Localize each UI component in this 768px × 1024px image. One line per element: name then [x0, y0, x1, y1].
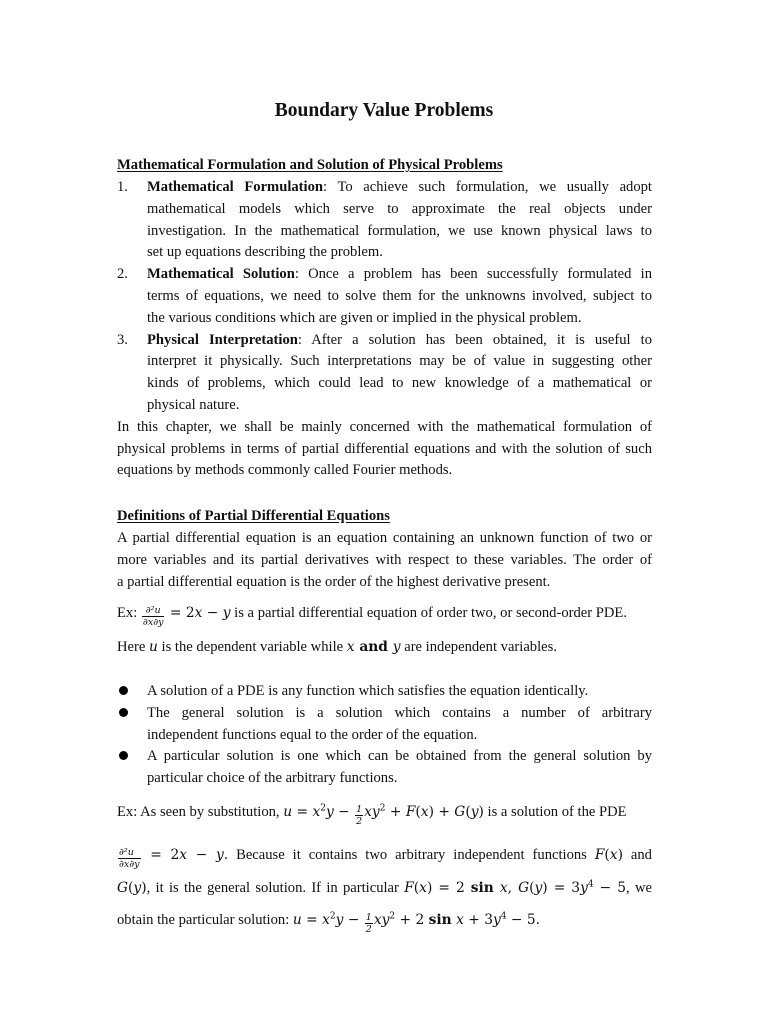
bullet-dot	[119, 686, 128, 695]
math-variable: x	[322, 912, 330, 928]
list-number: 3.	[117, 331, 128, 348]
text-run: physical problems in terms of partial differential equations and with the solution of such	[117, 440, 652, 457]
math-operator: sin	[428, 912, 452, 928]
bullet-dot	[119, 708, 128, 717]
section-heading-formulation: Mathematical Formulation and Solution of Physical Problems	[117, 157, 503, 173]
text-run: a partial differential equation is the order of the highest derivative present.	[117, 573, 551, 590]
math-variable: x	[499, 880, 508, 896]
math-symbol: = 2	[141, 847, 180, 863]
math-symbol: −	[343, 912, 364, 928]
math-operator: and	[354, 639, 393, 655]
text-run: more variables and its partial derivatives with respect to these variables. The order of	[117, 551, 652, 568]
text-run: A particular solution is one which can be obtained from the general solution by	[147, 748, 652, 765]
list-item-line	[147, 222, 652, 240]
math-symbol: (	[604, 847, 610, 863]
math-variable: x	[346, 639, 355, 655]
text-run: equations by methods commonly called Fourier methods.	[117, 462, 453, 479]
bullet-item-line	[147, 726, 652, 744]
example-line	[117, 846, 652, 870]
math-variable: x	[194, 605, 203, 621]
text-run: A partial differential equation is an equation containing an unknown function of two or	[117, 530, 652, 546]
math-fraction: $\frac{\text{∂²u}}{\partial x\partial y}$	[142, 604, 164, 629]
text-run: are independent variables.	[400, 639, 557, 655]
paragraph-line	[117, 551, 652, 569]
math-variable: y	[470, 804, 479, 820]
math-symbol: + 3	[463, 912, 493, 928]
section-heading-definitions: Definitions of Partial Differential Equations	[117, 508, 390, 524]
text-run: terms of equations, we need to solve them for the unknowns involved, subject to	[147, 288, 652, 304]
example-line	[117, 879, 652, 897]
math-superscript: 2	[320, 803, 326, 814]
math-variable: x	[456, 912, 464, 928]
math-symbol: )	[478, 804, 484, 820]
math-variable: F	[404, 880, 414, 896]
math-variable: y	[133, 880, 142, 896]
text-run: Here	[117, 639, 150, 655]
math-symbol: + 2	[395, 912, 429, 928]
math-superscript: 2	[379, 803, 386, 814]
math-variable: u	[283, 804, 293, 820]
text-run: In this chapter, we shall be mainly concerned with the mathematical formulation of	[117, 418, 652, 435]
list-number: 2.	[117, 266, 128, 283]
text-run: physical nature.	[147, 397, 240, 413]
text-run: Because it contains two arbitrary independent functions	[228, 847, 595, 863]
math-symbol: +	[385, 804, 406, 820]
math-operator: sin	[470, 880, 494, 896]
text-run: mathematical models which serve to approximate the real objects under	[147, 200, 652, 217]
math-symbol: −	[333, 804, 355, 820]
text-run: obtain the particular solution:	[117, 912, 293, 928]
math-variable: xy	[364, 804, 380, 820]
math-variable: xy	[373, 912, 390, 928]
math-variable: G	[454, 804, 466, 820]
paragraph-line	[117, 418, 652, 436]
math-variable: y	[493, 912, 501, 928]
math-symbol: −	[187, 847, 216, 863]
bullet-dot	[119, 751, 128, 760]
math-symbol: ) = 3	[542, 880, 581, 896]
math-variable: x	[420, 804, 429, 820]
list-item-line	[147, 396, 652, 414]
math-symbol: (	[128, 880, 134, 896]
math-fraction: $\frac{\text{∂²u}}{\partial x\partial y}$	[119, 846, 140, 871]
text-run: Ex: As seen by substitution,	[117, 804, 284, 820]
paragraph-line	[117, 461, 652, 479]
math-symbol: − 5.	[506, 912, 541, 928]
math-variable: y	[325, 804, 334, 820]
explanation-line	[117, 638, 557, 656]
math-variable: x	[419, 880, 427, 896]
text-run: The general solution is a solution which contains a number of arbitrary	[147, 704, 652, 721]
math-symbol: =	[292, 804, 313, 820]
math-symbol: )	[617, 847, 623, 863]
list-item-line	[147, 243, 652, 261]
bullet-item-line	[147, 682, 652, 700]
list-item-line	[147, 352, 652, 370]
example-line	[117, 911, 540, 935]
list-item-line	[147, 200, 652, 218]
list-item-line	[147, 309, 652, 327]
math-variable: u	[292, 912, 302, 928]
math-variable: F	[405, 804, 416, 820]
paragraph-line	[117, 529, 652, 547]
text-run: investigation. In the mathematical formulation, we use known physical laws to	[147, 222, 652, 239]
math-variable: y	[222, 605, 231, 621]
math-symbol: =	[301, 912, 323, 928]
math-symbol: − 5	[593, 880, 627, 896]
math-superscript: 4	[587, 879, 594, 890]
math-variable: y	[215, 847, 224, 863]
math-fraction: $\frac{1}{2}$	[356, 803, 363, 828]
text-run: kinds of problems, which could lead to new knowledge of a mathematical or	[147, 375, 652, 392]
text-run: is a partial differential equation of order two, or second-order PDE.	[230, 605, 627, 621]
example-line	[117, 604, 627, 628]
math-variable: y	[392, 639, 401, 655]
text-run: interpret it physically. Such interpretations may be of value in suggesting other	[147, 353, 652, 370]
list-item-line	[147, 331, 652, 349]
math-symbol: = 2	[165, 605, 195, 621]
math-superscript: 2	[389, 911, 396, 922]
math-variable: F	[594, 847, 605, 863]
math-symbol: )	[141, 880, 147, 896]
math-symbol: (	[465, 804, 471, 820]
math-symbol: .	[223, 847, 229, 863]
bullet-item-line	[147, 704, 652, 722]
text-run: , we	[626, 880, 652, 896]
example-line	[117, 803, 627, 827]
list-item-line	[147, 178, 652, 196]
math-symbol: ,	[507, 880, 519, 896]
text-run: : Once a problem has been successfully formulated in	[294, 266, 652, 283]
math-symbol: (	[415, 804, 421, 820]
bold-term: Mathematical Formulation	[147, 179, 324, 195]
text-run: Ex:	[117, 605, 141, 621]
math-symbol: (	[529, 880, 535, 896]
bold-term: Mathematical Solution	[147, 266, 295, 283]
text-run: is a solution of the PDE	[483, 804, 627, 820]
list-number: 1.	[117, 179, 128, 195]
math-variable: G	[518, 880, 530, 896]
bold-term: Physical Interpretation	[147, 331, 298, 348]
page-title: Boundary Value Problems	[274, 100, 494, 121]
text-run: A solution of a PDE is any function which satisfies the equation identically.	[147, 683, 589, 699]
text-run: independent functions equal to the order of the equation.	[147, 726, 478, 743]
text-run: : After a solution has been obtained, it is useful to	[297, 331, 652, 348]
math-symbol: ) +	[428, 804, 455, 820]
list-item-line	[147, 374, 652, 392]
list-item-line	[147, 287, 652, 305]
text-run: : To achieve such formulation, we usually adopt	[323, 179, 652, 195]
math-symbol: ) = 2	[426, 880, 471, 896]
paragraph-line	[117, 573, 652, 591]
math-superscript: 4	[500, 911, 507, 922]
math-variable: x	[179, 847, 188, 863]
math-variable: y	[580, 880, 588, 896]
text-run: set up equations describing the problem.	[147, 244, 383, 261]
text-run: particular choice of the arbitrary functions.	[147, 770, 398, 787]
math-symbol: (	[413, 880, 420, 896]
math-variable: G	[117, 880, 129, 896]
bullet-item-line	[147, 769, 652, 787]
math-superscript: 2	[329, 911, 336, 922]
math-variable: y	[534, 880, 543, 896]
math-variable: y	[335, 912, 344, 928]
text-run: is the dependent variable while	[157, 639, 347, 655]
math-variable: x	[609, 847, 618, 863]
math-variable: x	[312, 804, 321, 820]
text-run: , it is the general solution. If in particular	[146, 880, 405, 896]
text-run: the various conditions which are given or implied in the physical problem.	[147, 309, 582, 326]
math-fraction: $\frac{1}{2}$	[365, 911, 372, 936]
bullet-item-line	[147, 747, 652, 765]
paragraph-line	[117, 440, 652, 458]
text-run: and	[622, 847, 652, 863]
math-variable: u	[149, 639, 158, 655]
math-symbol: −	[202, 605, 223, 621]
list-item-line	[147, 265, 652, 283]
